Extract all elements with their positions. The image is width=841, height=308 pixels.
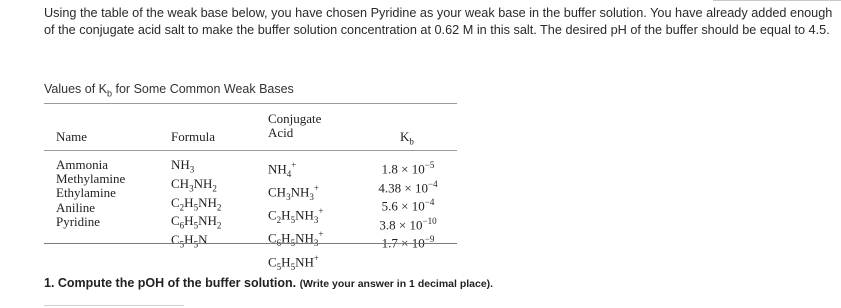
header-kb-main: K: [400, 129, 410, 144]
header-conjugate-line1: Conjugate: [268, 111, 322, 126]
cell-formula-4: $C_5H_5N$: [171, 232, 208, 250]
header-conjugate-acid: [268, 112, 321, 140]
cell-kb-1: $4.38 \times 10^{-4}$: [378, 178, 438, 195]
cell-name-2: Ethylamine: [56, 185, 116, 201]
answer-box-edge: [713, 0, 841, 3]
header-formula: Formula: [171, 129, 216, 144]
table-caption: [44, 82, 294, 99]
cell-name-4: Pyridine: [56, 213, 101, 229]
cell-formula-1: $CH_3NH_2$: [171, 175, 217, 194]
caption-suffix: for Some Common Weak Bases: [112, 82, 294, 96]
header-kb-sub: b: [409, 136, 414, 147]
cell-name-1: Methylamine: [56, 171, 126, 187]
problem-statement: Using the table of the weak base below, you have chosen Pyridine as your weak base in the buffer solution. You have already added enough of the conjugate acid salt to make the buffer solution concentration at 0.62 M in this salt. The desired pH of the buffer should be equal to 4.5.: [44, 6, 833, 37]
caption-kb-subscript: b: [107, 88, 113, 99]
cell-conjugate-3: $C_6H_5NH_3^+$: [268, 229, 324, 249]
cell-kb-2: $5.6 \times 10^{-4}$: [381, 197, 435, 214]
column-name: [56, 158, 125, 229]
table-top-rule: [44, 103, 457, 104]
column-formula: [171, 158, 221, 252]
cell-formula-2: $C_2H_5NH_2$: [171, 194, 222, 213]
column-kb: [368, 158, 448, 251]
cell-conjugate-0: $NH_4^+$: [268, 160, 297, 179]
cell-formula-0: $NH_3$: [171, 157, 195, 175]
cell-conjugate-1: $CH_3NH_3^+$: [268, 183, 319, 203]
cell-formula-3: $C_6H_5NH_2$: [171, 213, 222, 231]
question-hint: (Write your answer in 1 decimal place).: [299, 278, 494, 290]
cell-name-3: Aniline: [56, 199, 95, 215]
header-kb: [400, 130, 414, 149]
cell-conjugate-4: $C_5H_5NH^+$: [268, 252, 319, 272]
cell-kb-4: $1.7 \times 10^{-9}$: [381, 234, 435, 251]
header-conjugate-line2: Acid: [268, 125, 294, 140]
answer-input-edge[interactable]: [44, 305, 184, 306]
cell-kb-3: $3.8 \times 10^{-10}$: [379, 215, 437, 232]
table-header-rule: [44, 150, 457, 151]
header-name: Name: [56, 129, 88, 144]
question: [44, 276, 493, 290]
cell-name-0: Ammonia: [56, 157, 108, 172]
caption-prefix: Values of K: [44, 82, 108, 96]
column-conjugate-acid: [268, 158, 323, 274]
cell-kb-0: $1.8 \times 10^{-5}$: [381, 160, 435, 177]
question-text: 1. Compute the pOH of the buffer solution.: [44, 276, 297, 290]
table-bottom-rule: [44, 243, 457, 244]
cell-conjugate-2: $C_2H_5NH_3^+$: [268, 206, 324, 226]
